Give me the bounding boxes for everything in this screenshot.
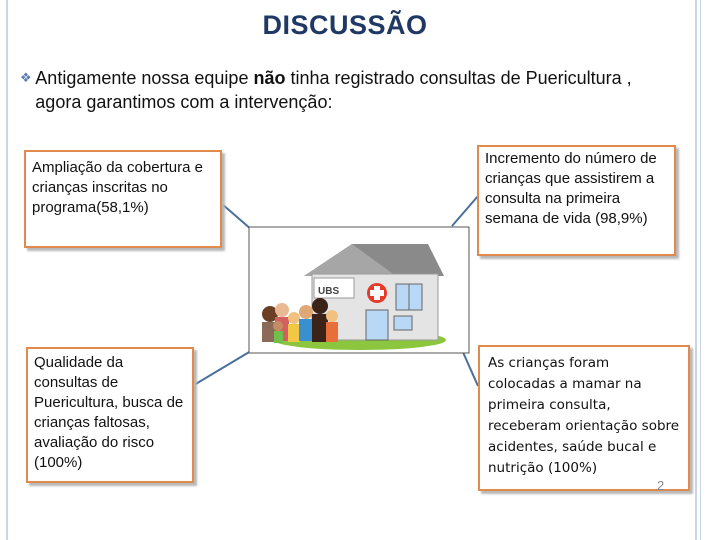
outcome-box-quality [26, 347, 194, 483]
intro-text-end: tinha registrado consultas de Puericultura , agora garantimos com a intervenção: [35, 68, 632, 112]
connector-bottom-right [462, 350, 478, 386]
outcome-coverage-text: Ampliação da cobertura e crianças inscritas no programa(58,1%) [32, 159, 203, 216]
outcome-first-week-text: Incremento do número de crianças que assistirem a consulta na primeira semana de vida (98,9%) [485, 150, 657, 227]
outcome-box-breastfeeding [478, 345, 690, 491]
intro-text-start: Antigamente nossa equipe [35, 68, 254, 88]
outcome-box-coverage [24, 150, 222, 248]
outcome-quality-text: Qualidade da consultas de Puericultura, busca de crianças faltosas, avaliação do risco (100%) [34, 354, 184, 471]
slide-title: DISCUSSÃO [262, 10, 428, 40]
connector-bottom-left [194, 348, 256, 385]
outcome-box-first-week [477, 145, 676, 256]
page-number: 2 [657, 478, 665, 493]
health-clinic-with-family-illustration [248, 226, 470, 354]
diamond-bullet-icon: ❖ [20, 70, 32, 85]
intro-text-emphasis: não [253, 68, 286, 88]
ubs-sign-text: UBS [318, 286, 340, 297]
connector-top-right [452, 196, 478, 226]
outcome-breastfeeding-text: As crianças foram colocadas a mamar na primeira consulta, receberam orientação sobre acidentes, saúde bucal e nutrição (100%) [488, 355, 680, 476]
